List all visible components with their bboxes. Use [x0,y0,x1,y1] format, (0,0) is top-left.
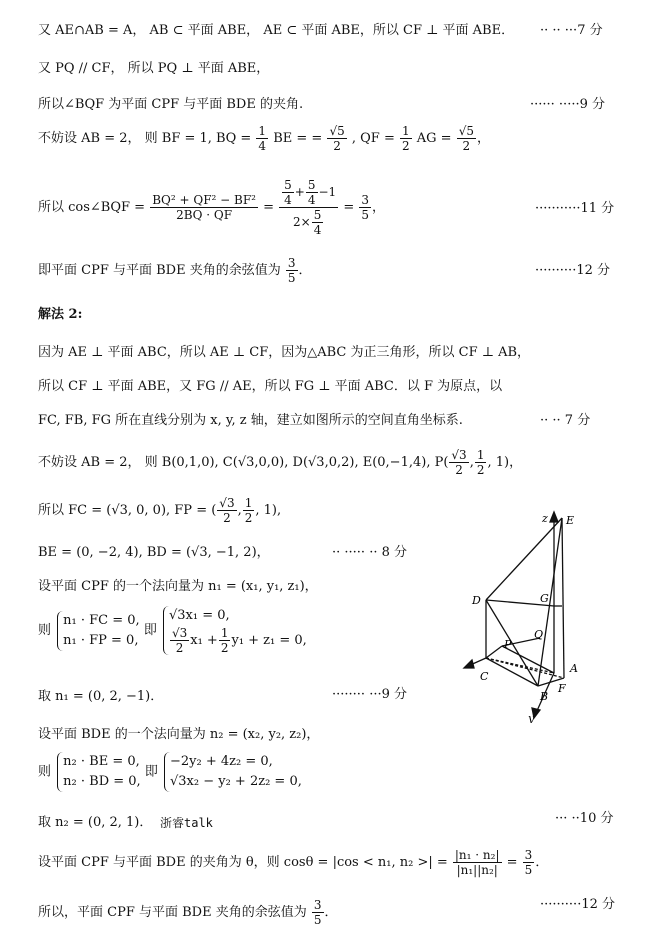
geometry-figure [462,508,602,723]
score: ··········12 分 [540,897,615,912]
equation-system: 则 n₂ · BE = 0, n₂ · BD = 0, 即 −2y₂ + 4z₂ = 0, √3x₂ − y₂ + 2z₂ = 0, [38,752,302,792]
edge-AE [562,518,564,678]
formula-line: 不妨设 AB = 2， 则 B(0,1,0), C(√3,0,0), D(√3,0,2), E(0,−1,4), P( $\frac{√3}{2}$ , $\frac{1}{2}$ , 1)， [38,448,523,477]
text-line: 取 n₁ = (0, 2, −1)． [38,689,164,704]
label-E: E [566,514,575,527]
score: ·· ·· 7 分 [540,413,591,428]
score: ········ ···9 分 [332,687,407,702]
label-P: P [504,638,512,651]
score: ··· ··10 分 [555,811,614,826]
z-axis-arrow [550,512,558,522]
watermark: 浙睿talk [160,816,213,830]
label-F: F [558,682,566,695]
text-line: 设平面 CPF 的一个法向量为 n₁ = (x₁, y₁, z₁)， [38,579,318,594]
text-line: 又 AE∩AB = A， AB ⊂ 平面 ABE， AE ⊂ 平面 ABE，所以 CF ⊥ 平面 ABE． [38,23,515,38]
text-line: FC, FB, FG 所在直线分别为 x, y, z 轴，建立如图所示的空间直角坐标系. [38,413,463,428]
text-line: 即平面 CPF 与平面 BDE 夹角的余弦值为 $\frac{3}{5}$ ． [38,256,312,285]
text-line: BE = (0, −2, 4), BD = (√3, −1, 2)， [38,545,270,560]
text-line: 所以，平面 CPF 与平面 BDE 夹角的余弦值为 $\frac{3}{5}$ ． [38,898,338,927]
score: ·· ····· ·· 8 分 [332,545,407,560]
label-Q: Q [534,628,544,641]
solution-title: 解法 2: [38,307,83,322]
formula-line: 不妨设 AB = 2， 则 BF = 1, BQ = $\frac{1}{4}$ BE = = $\frac{√5}{2}$ , QF = $\frac{1}{2}$ AG = $\frac{√5}{2}$ ， [38,124,491,153]
label-z: z [542,512,548,525]
text-line: 取 n₂ = (0, 2, 1)． [38,815,153,830]
label-D: D [472,594,481,607]
label-C: C [480,670,489,683]
score: ······ ·····9 分 [530,97,605,112]
score: ·· ·· ···7 分 [540,23,603,38]
formula-line: 设平面 CPF 与平面 BDE 的夹角为 θ，则 cosθ = |cos < n₁, n₂ >| = $\frac{\text{|n₁ · n₂|}}{\text{|n₁||n₂|}}$ = $\frac{3}{5}$ ． [38,848,549,877]
formula-line: 所以 cos∠BQF = $\frac{\text{BQ² + QF² − BF²}}{2BQ \cdot QF}$ = $\frac{5}{4}$ + $\frac{5}{4}$ −1 2× $\frac{5}{4}$ = $\frac{3}{5}$ ， [38,178,386,237]
text-line: 所以 CF ⊥ 平面 ABE，又 FG // AE，所以 FG ⊥ 平面 ABC．以 F 为原点，以 [38,379,503,394]
edge-DB [486,600,538,686]
text-line: 所以∠BQF 为平面 CPF 与平面 BDE 的夹角. [38,97,304,112]
text-line: 设平面 BDE 的一个法向量为 n₂ = (x₂, y₂, z₂)， [38,727,320,742]
edge-CP [486,646,502,658]
x-axis-arrow [464,660,474,668]
formula-line: 所以 FC = (√3, 0, 0), FP = ( $\frac{√3}{2}$ , $\frac{1}{2}$ , 1), [38,496,282,525]
text-line: 又 PQ // CF， 所以 PQ ⊥ 平面 ABE， [38,61,270,76]
x-axis-line [486,658,554,673]
label-y: y [528,712,535,723]
edge-DE [486,518,562,600]
label-B: B [540,690,549,703]
score: ··········12 分 [535,263,610,278]
equation-system: 则 n₁ · FC = 0, n₁ · FP = 0, 即 √3x₁ = 0, $\frac{√3}{2}$ x₁ + $\frac{1}{2}$ y₁ + z₁ = 0, [38,608,307,655]
score: ···········11 分 [535,201,615,216]
text-line: 因为 AE ⊥ 平面 ABC，所以 AE ⊥ CF，因为△ABC 为正三角形，所以 CF ⊥ AB， [38,345,531,360]
label-G: G [540,592,549,605]
label-A: A [570,662,578,675]
